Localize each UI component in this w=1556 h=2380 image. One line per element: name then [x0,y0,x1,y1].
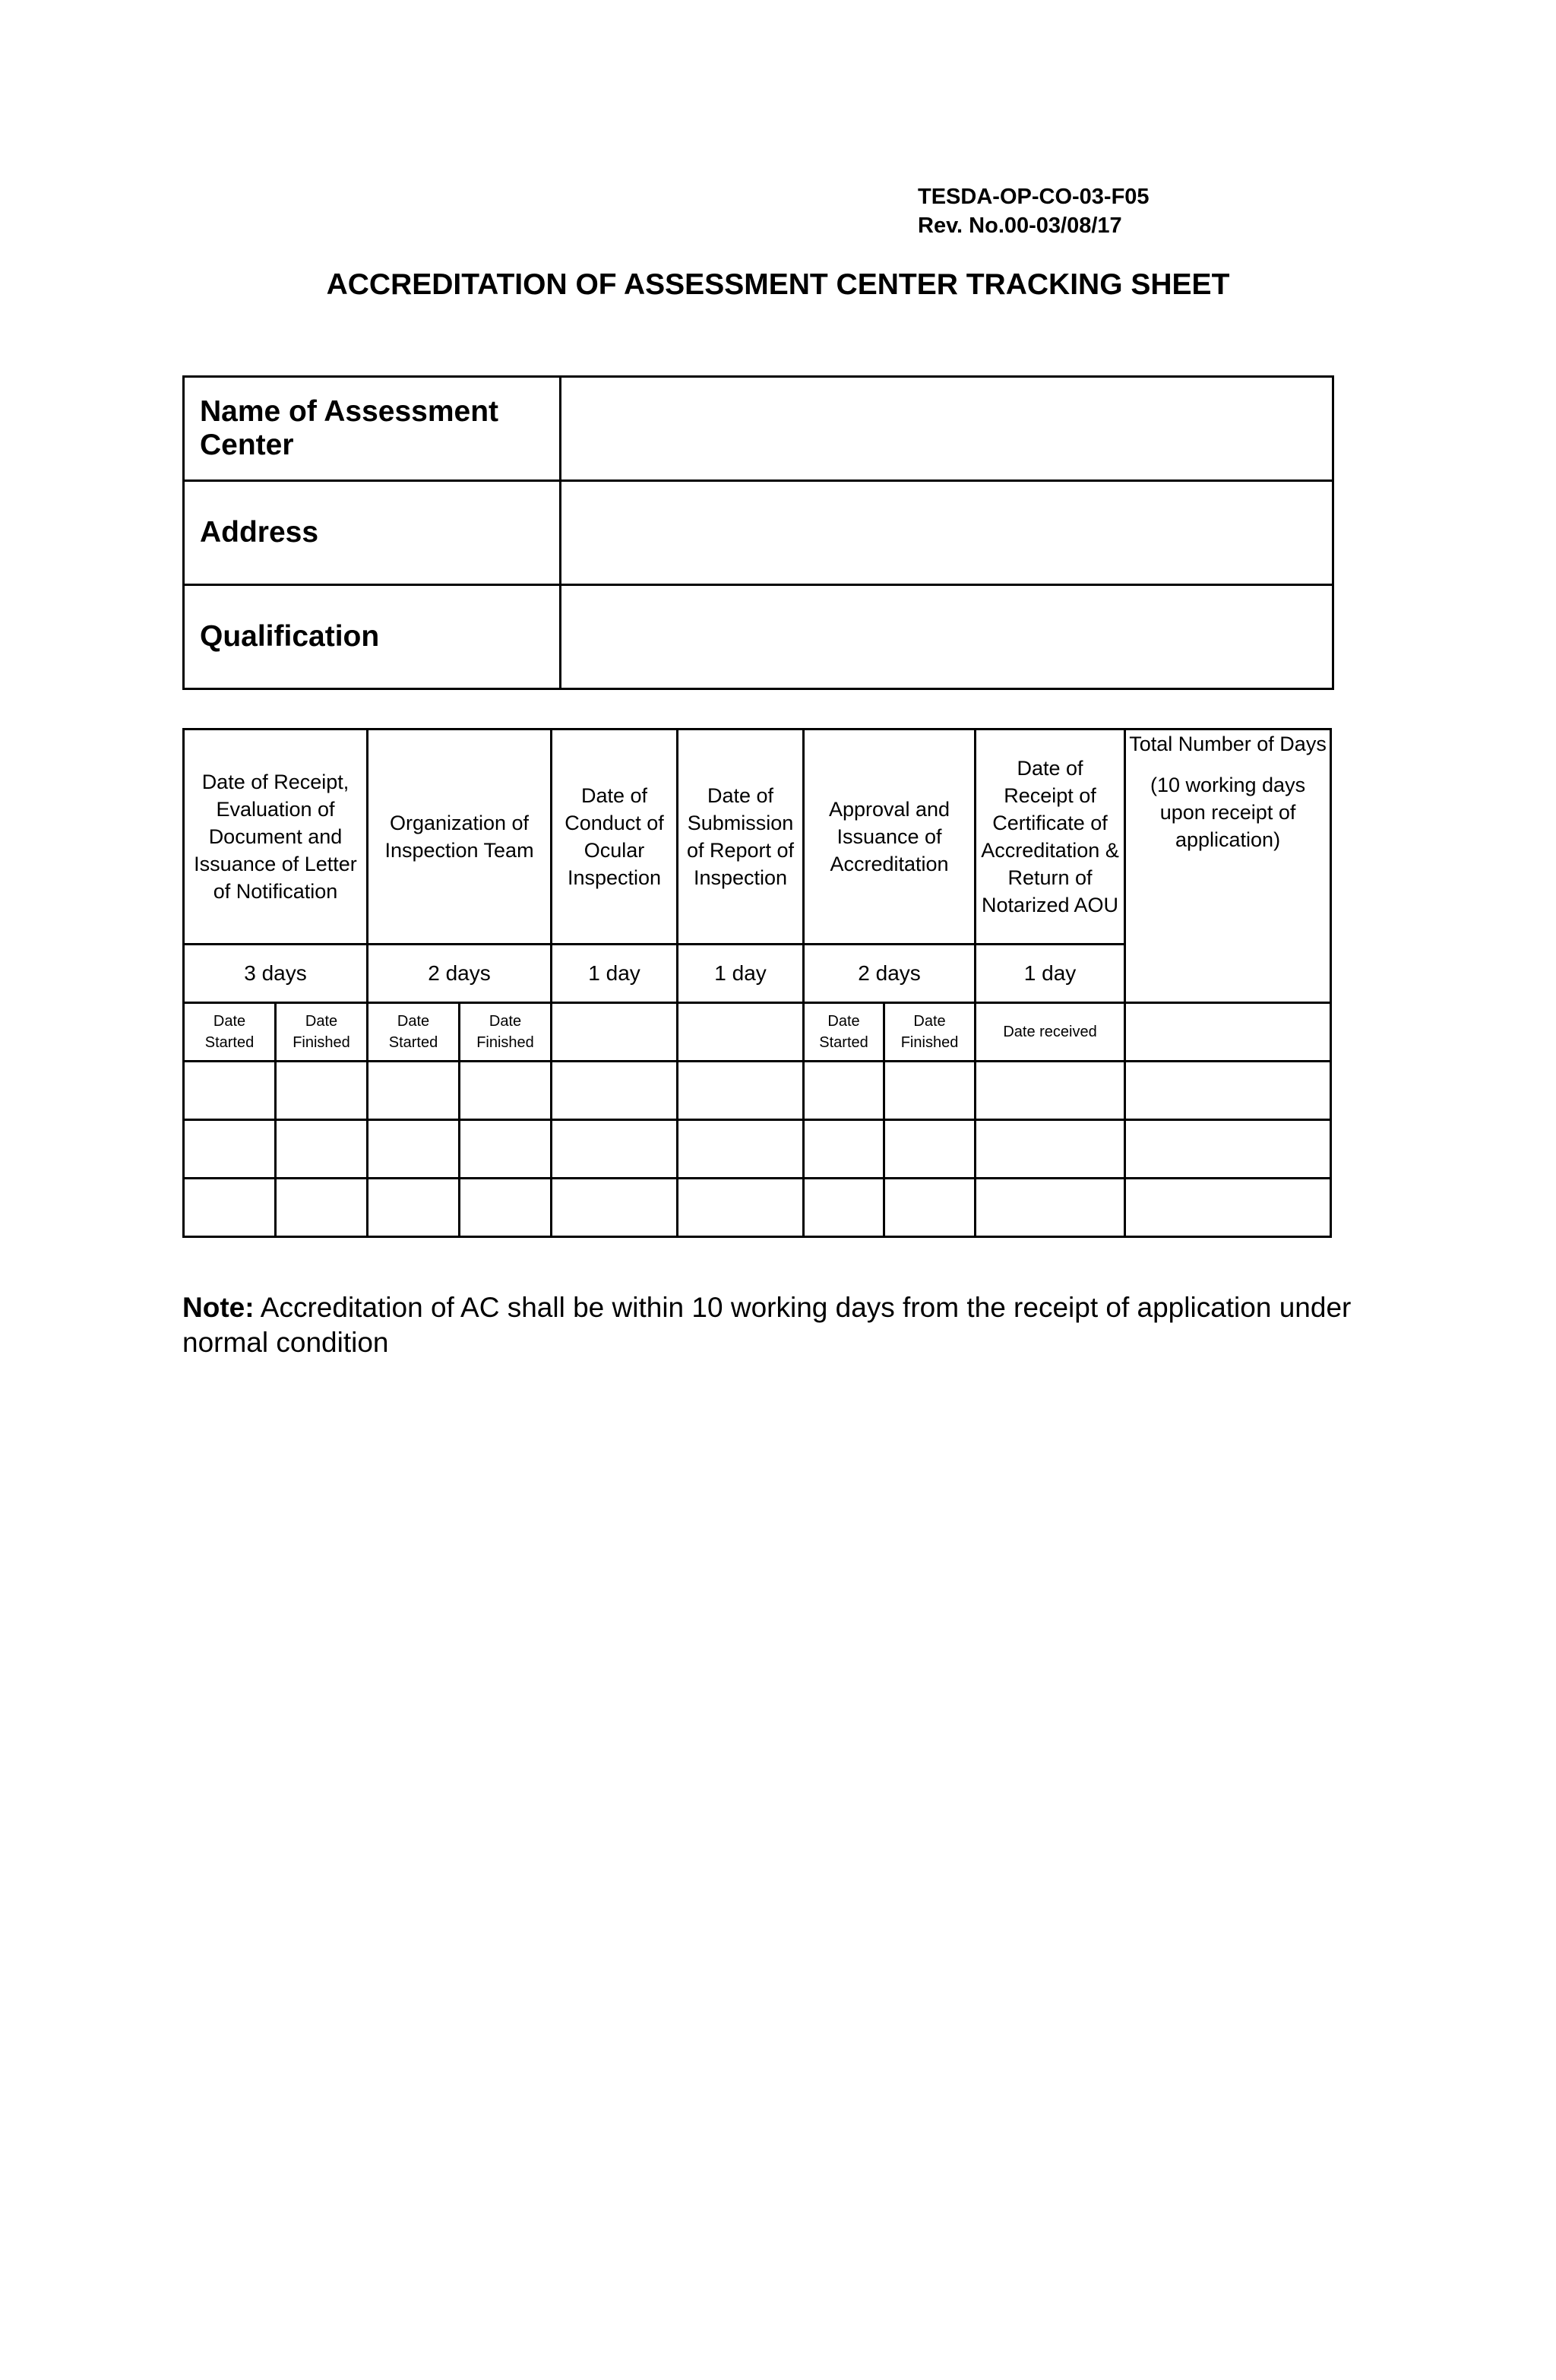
subheader-receipt-started: Date Started [184,1003,276,1062]
header-receipt: Date of Receipt, Evaluation of Document and Issuance of Letter of Notification [184,730,368,945]
duration-organization: 2 days [368,945,552,1003]
info-label-name: Name of Assessment Center [184,377,561,481]
entry-cell[interactable] [976,1062,1125,1120]
entry-cell[interactable] [804,1120,884,1179]
table-row [184,1120,1331,1179]
header-row [184,730,1331,945]
info-value-address[interactable] [561,481,1333,585]
note-text: Accreditation of AC shall be within 10 working days from the receipt of application under normal condition [182,1292,1352,1358]
entry-cell[interactable] [552,1120,678,1179]
entry-cell[interactable] [884,1179,976,1237]
entry-cell[interactable] [678,1062,804,1120]
subheader-total [1125,1003,1331,1062]
info-row-name [184,377,1333,481]
entry-cell[interactable] [460,1120,552,1179]
header-submission: Date of Submission of Report of Inspection [678,730,804,945]
duration-receipt: 3 days [184,945,368,1003]
info-value-name[interactable] [561,377,1333,481]
subheader-approval-finished: Date Finished [884,1003,976,1062]
info-label-address: Address [184,481,561,585]
entry-cell[interactable] [976,1120,1125,1179]
entry-cell[interactable] [678,1179,804,1237]
info-label-qualification: Qualification [184,585,561,689]
page-title: ACCREDITATION OF ASSESSMENT CENTER TRACKING SHEET [326,268,1230,301]
info-row-qualification [184,585,1333,689]
form-code: TESDA-OP-CO-03-F05 [918,185,1150,209]
duration-submission: 1 day [678,945,804,1003]
header-total-note: (10 working days upon receipt of application) [1150,774,1306,851]
entry-cell[interactable] [368,1179,460,1237]
tracking-table [182,728,1332,1238]
info-value-qualification[interactable] [561,585,1333,689]
subheader-organization-finished: Date Finished [460,1003,552,1062]
header-certificate: Date of Receipt of Certificate of Accreditation & Return of Notarized AOU [976,730,1125,945]
entry-cell[interactable] [460,1179,552,1237]
entry-cell[interactable] [1125,1179,1331,1237]
subheader-organization-started: Date Started [368,1003,460,1062]
subheader-receipt-finished: Date Finished [276,1003,368,1062]
note-label: Note: [182,1292,255,1323]
entry-cell[interactable] [884,1062,976,1120]
header-conduct: Date of Conduct of Ocular Inspection [552,730,678,945]
table-row [184,1179,1331,1237]
header-approval: Approval and Issuance of Accreditation [804,730,976,945]
duration-approval: 2 days [804,945,976,1003]
entry-cell[interactable] [276,1062,368,1120]
info-row-address [184,481,1333,585]
entry-cell[interactable] [368,1120,460,1179]
entry-cell[interactable] [678,1120,804,1179]
entry-cell[interactable] [552,1179,678,1237]
entry-cell[interactable] [276,1120,368,1179]
entry-cell[interactable] [276,1179,368,1237]
subheader-certificate-received: Date received [976,1003,1125,1062]
entry-cell[interactable] [884,1120,976,1179]
entry-cell[interactable] [804,1179,884,1237]
entry-cell[interactable] [184,1120,276,1179]
entry-cell[interactable] [1125,1062,1331,1120]
entry-cell[interactable] [460,1062,552,1120]
subheader-conduct [552,1003,678,1062]
table-row [184,1062,1331,1120]
duration-conduct: 1 day [552,945,678,1003]
form-revision: Rev. No.00-03/08/17 [918,214,1122,238]
entry-cell[interactable] [184,1179,276,1237]
info-table [182,375,1334,690]
header-total-title: Total Number of Days [1129,733,1327,755]
subheader-row [184,1003,1331,1062]
duration-certificate: 1 day [976,945,1125,1003]
entry-cell[interactable] [368,1062,460,1120]
entry-cell[interactable] [804,1062,884,1120]
entry-cell[interactable] [184,1062,276,1120]
header-organization: Organization of Inspection Team [368,730,552,945]
note-paragraph [182,1290,1368,1360]
entry-cell[interactable] [976,1179,1125,1237]
subheader-approval-started: Date Started [804,1003,884,1062]
header-total [1125,730,1331,1003]
subheader-submission [678,1003,804,1062]
form-code-block [918,182,1150,240]
entry-cell[interactable] [1125,1120,1331,1179]
entry-cell[interactable] [552,1062,678,1120]
